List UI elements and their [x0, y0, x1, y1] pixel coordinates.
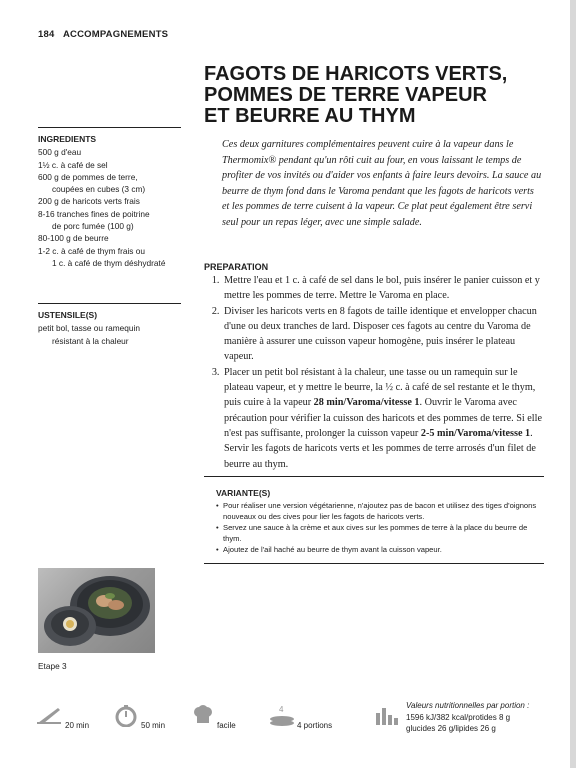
step-text: Placer un petit bol résistant à la chaleur, une tasse ou un ramequin sur le plateau vapeur, et y mettre le beurre, la ½ c. à café de sel restante et le thym, puis cuire à la vapeur: [224, 366, 536, 409]
page-number: 184: [38, 29, 55, 40]
knife-icon: [36, 705, 62, 727]
variante-top-rule: [204, 476, 544, 477]
utensil-item: résistant à la chaleur: [52, 335, 129, 346]
ingredient-item: de porc fumée (100 g): [52, 221, 134, 232]
chef-hat-icon: [193, 705, 213, 729]
photo-caption: Etape 3: [38, 661, 67, 671]
preparation-step: 2. Diviser les haricots verts en 8 fagots de taille identique et envelopper chacun d'une ou deux tranches de lard. Disposer ces fagots au centre du Varoma de manière à assurer une cuisson vapeur homogène, puis insérer le plateau vapeur.: [222, 304, 544, 365]
ingredients-block: [38, 127, 181, 269]
portions-count: 4: [279, 705, 284, 714]
ingredient-item: 200 g de haricots verts frais: [38, 196, 140, 207]
total-time: 50 min: [141, 721, 166, 730]
nutrition-info: [406, 700, 566, 735]
page-edge: [570, 0, 576, 768]
section-title: ACCOMPAGNEMENTS: [62, 29, 169, 40]
recipe-footer: [0, 700, 576, 750]
plates-icon: [268, 705, 296, 729]
step-setting: 2-5 min/Varoma/vitesse 1: [420, 427, 531, 439]
utensils-heading: USTENSILE(S): [38, 303, 181, 321]
variante-heading: VARIANTE(S): [216, 488, 271, 498]
variante-item: • Pour réaliser une version végétarienne, n'ajoutez pas de bacon et utilisez des tiges d'oignons nouveaux ou des cives pour lier les fagots de haricots verts.: [216, 501, 538, 523]
nutrition-line: 1596 kJ/382 kcal/protides 8 g: [406, 712, 511, 722]
variante-list: [216, 501, 538, 556]
step-text: . Servir les fagots de haricots verts et les pommes de terre arrosés d'un filet de beurre au thym.: [224, 427, 536, 470]
title-line: ET BEURRE AU THYM: [204, 105, 416, 127]
ingredient-item: 1-2 c. à café de thym frais ou: [38, 245, 145, 256]
bar-chart-icon: [375, 705, 399, 729]
nutrition-title: Valeurs nutritionnelles par portion :: [406, 701, 530, 710]
preparation-block: [204, 262, 544, 472]
step-setting: 28 min/Varoma/vitesse 1: [313, 397, 420, 409]
variante-item: • Servez une sauce à la crème et aux cives sur les pommes de terre à la place du beurre de thym.: [216, 523, 538, 545]
step-photo: [38, 568, 155, 653]
ingredient-item: 500 g d'eau: [38, 147, 82, 158]
variante-item: • Ajoutez de l'ail haché au beurre de thym avant la cuisson vapeur.: [216, 545, 538, 556]
variante-block: [216, 488, 538, 555]
title-line: FAGOTS DE HARICOTS VERTS,: [204, 63, 508, 85]
ingredient-item: 8-16 tranches fines de poitrine: [38, 208, 150, 219]
portions: 4 portions: [297, 721, 333, 730]
preparation-heading: PREPARATION: [204, 262, 269, 272]
utensil-item: petit bol, tasse ou ramequin: [38, 323, 140, 334]
difficulty: facile: [217, 721, 236, 730]
ingredient-item: 80-100 g de beurre: [38, 233, 109, 244]
recipe-title: [204, 64, 544, 127]
recipe-intro: Ces deux garnitures complémentaires peuvent cuire à la vapeur dans le Thermomix® pendant qu'un rôti cuit au four, en vous laissant le temps de profiter de vos invités ou d'aider vos enfants à faire leurs devoirs. La sauce au beurre de thym fond dans le Varoma pendant que les fagots de haricots verts et les pommes de terre cuisent à la vapeur. Ce plat peut également être servi seul pour un repas léger, avec une simple salade.: [222, 139, 542, 228]
ingredient-item: 600 g de pommes de terre,: [38, 171, 138, 182]
preparation-step: [222, 365, 544, 472]
stopwatch-icon: [114, 705, 138, 729]
preparation-step: 1. Mettre l'eau et 1 c. à café de sel dans le bol, puis insérer le panier cuisson et y mettre les pommes de terre. Mettre le Varoma en place.: [222, 273, 544, 304]
nutrition-line: glucides 26 g/lipides 26 g: [406, 724, 496, 733]
ingredient-item: coupées en cubes (3 cm): [52, 184, 146, 195]
utensils-block: [38, 303, 181, 347]
variante-bottom-rule: [204, 563, 544, 564]
ingredients-heading: INGREDIENTS: [38, 127, 181, 145]
ingredient-item: 1½ c. à café de sel: [38, 159, 108, 170]
step-text: . Ouvrir le Varoma avec précaution pour vérifier la cuisson des haricots et des pommes de terre. Si elle n'est pas suffisante, prolonger la cuisson vapeur: [224, 397, 542, 439]
preparation-steps: [204, 273, 544, 472]
page-header: [38, 29, 168, 40]
prep-time: 20 min: [65, 721, 90, 730]
title-line: POMMES DE TERRE VAPEUR: [204, 84, 487, 106]
ingredient-item: 1 c. à café de thym déshydraté: [52, 257, 166, 268]
